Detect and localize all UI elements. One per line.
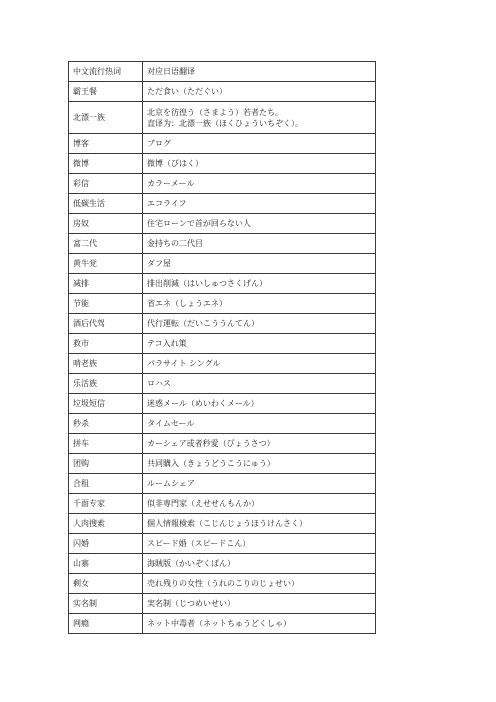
chinese-term: 人肉搜索 <box>69 514 143 534</box>
japanese-translation: エコライフ <box>143 194 376 214</box>
table-row <box>69 414 376 434</box>
chinese-term: 垃圾短信 <box>69 394 143 414</box>
japanese-translation: 金持ちの二代目 <box>143 234 376 254</box>
table-row <box>69 274 376 294</box>
table-row <box>69 254 376 274</box>
japanese-translation: パラサイト シングル <box>143 354 376 374</box>
table-row <box>69 494 376 514</box>
japanese-translation: 共同購入（きょうどうこうにゅう） <box>143 454 376 474</box>
chinese-term: 实名制 <box>69 594 143 614</box>
table-row <box>69 374 376 394</box>
japanese-translation: ただ食い（ただぐい） <box>143 82 376 102</box>
japanese-translation: 省エネ（しょうエネ） <box>143 294 376 314</box>
table-row <box>69 434 376 454</box>
table-row <box>69 534 376 554</box>
chinese-term: 救市 <box>69 334 143 354</box>
chinese-term: 秒杀 <box>69 414 143 434</box>
table-row <box>69 194 376 214</box>
translation-line: 直译为：北漂一族（ほくひょういちぞく）。 <box>147 118 303 128</box>
japanese-translation: テコ入れ策 <box>143 334 376 354</box>
japanese-translation: タイムセール <box>143 414 376 434</box>
table-row <box>69 574 376 594</box>
chinese-term: 闪婚 <box>69 534 143 554</box>
translation-line: 北京を彷徨う（さまよう）若者たち。 <box>147 107 283 117</box>
chinese-term: 彩信 <box>69 174 143 194</box>
japanese-translation: ロハス <box>143 374 376 394</box>
table-row <box>69 294 376 314</box>
chinese-term: 北漂一族 <box>69 102 143 134</box>
chinese-term: 啃老族 <box>69 354 143 374</box>
chinese-term: 黄牛党 <box>69 254 143 274</box>
table-row <box>69 234 376 254</box>
table-row <box>69 82 376 102</box>
table-row <box>69 174 376 194</box>
chinese-term: 低碳生活 <box>69 194 143 214</box>
table-row <box>69 454 376 474</box>
table-row <box>69 554 376 574</box>
japanese-translation: 売れ残りの女性（うれのこりのじょせい） <box>143 574 376 594</box>
japanese-translation: 海賊版（かいぞくばん） <box>143 554 376 574</box>
table-row <box>69 354 376 374</box>
document-page <box>68 61 375 634</box>
header-japanese: 对应日语翻译 <box>143 62 376 82</box>
japanese-translation: ダフ屋 <box>143 254 376 274</box>
japanese-translation: 排出削減（はいしゅつさくげん） <box>143 274 376 294</box>
chinese-term: 房奴 <box>69 214 143 234</box>
table-row <box>69 154 376 174</box>
japanese-translation: スピード婚（スピードこん） <box>143 534 376 554</box>
japanese-translation: ルームシェア <box>143 474 376 494</box>
chinese-term: 酒后代驾 <box>69 314 143 334</box>
chinese-term: 团购 <box>69 454 143 474</box>
header-chinese: 中文流行热词 <box>69 62 143 82</box>
table-row <box>69 594 376 614</box>
chinese-term: 富二代 <box>69 234 143 254</box>
table-row <box>69 614 376 634</box>
chinese-term: 减排 <box>69 274 143 294</box>
table-row <box>69 514 376 534</box>
chinese-term: 乐活族 <box>69 374 143 394</box>
chinese-term: 拼车 <box>69 434 143 454</box>
chinese-term: 千面专家 <box>69 494 143 514</box>
chinese-term: 山寨 <box>69 554 143 574</box>
japanese-translation: ネット中毒者（ネットちゅうどくしゃ） <box>143 614 376 634</box>
japanese-translation: 似非専門家（えせせんもんか） <box>143 494 376 514</box>
chinese-term: 合租 <box>69 474 143 494</box>
table-header-row <box>69 62 376 82</box>
japanese-translation <box>143 102 376 134</box>
table-row <box>69 474 376 494</box>
chinese-term: 节能 <box>69 294 143 314</box>
japanese-translation: 住宅ローンで首が回らない人 <box>143 214 376 234</box>
chinese-term: 霸王餐 <box>69 82 143 102</box>
japanese-translation: 実名制（じつめいせい） <box>143 594 376 614</box>
table-row <box>69 314 376 334</box>
japanese-translation: 微博（びはく） <box>143 154 376 174</box>
table-row <box>69 394 376 414</box>
japanese-translation: 代行運転（だいこううんてん） <box>143 314 376 334</box>
japanese-translation: ブログ <box>143 134 376 154</box>
japanese-translation: カラーメール <box>143 174 376 194</box>
table-row <box>69 214 376 234</box>
japanese-translation: カーシェア或者秒愛（びょうさつ） <box>143 434 376 454</box>
chinese-term: 微博 <box>69 154 143 174</box>
chinese-term: 博客 <box>69 134 143 154</box>
chinese-term: 剩女 <box>69 574 143 594</box>
table-row <box>69 134 376 154</box>
table-row <box>69 102 376 134</box>
chinese-term: 网瘾 <box>69 614 143 634</box>
japanese-translation: 迷惑メール（めいわくメール） <box>143 394 376 414</box>
japanese-translation: 個人情報検索（こじんじょうほうけんさく） <box>143 514 376 534</box>
translation-table <box>68 61 376 634</box>
table-row <box>69 334 376 354</box>
